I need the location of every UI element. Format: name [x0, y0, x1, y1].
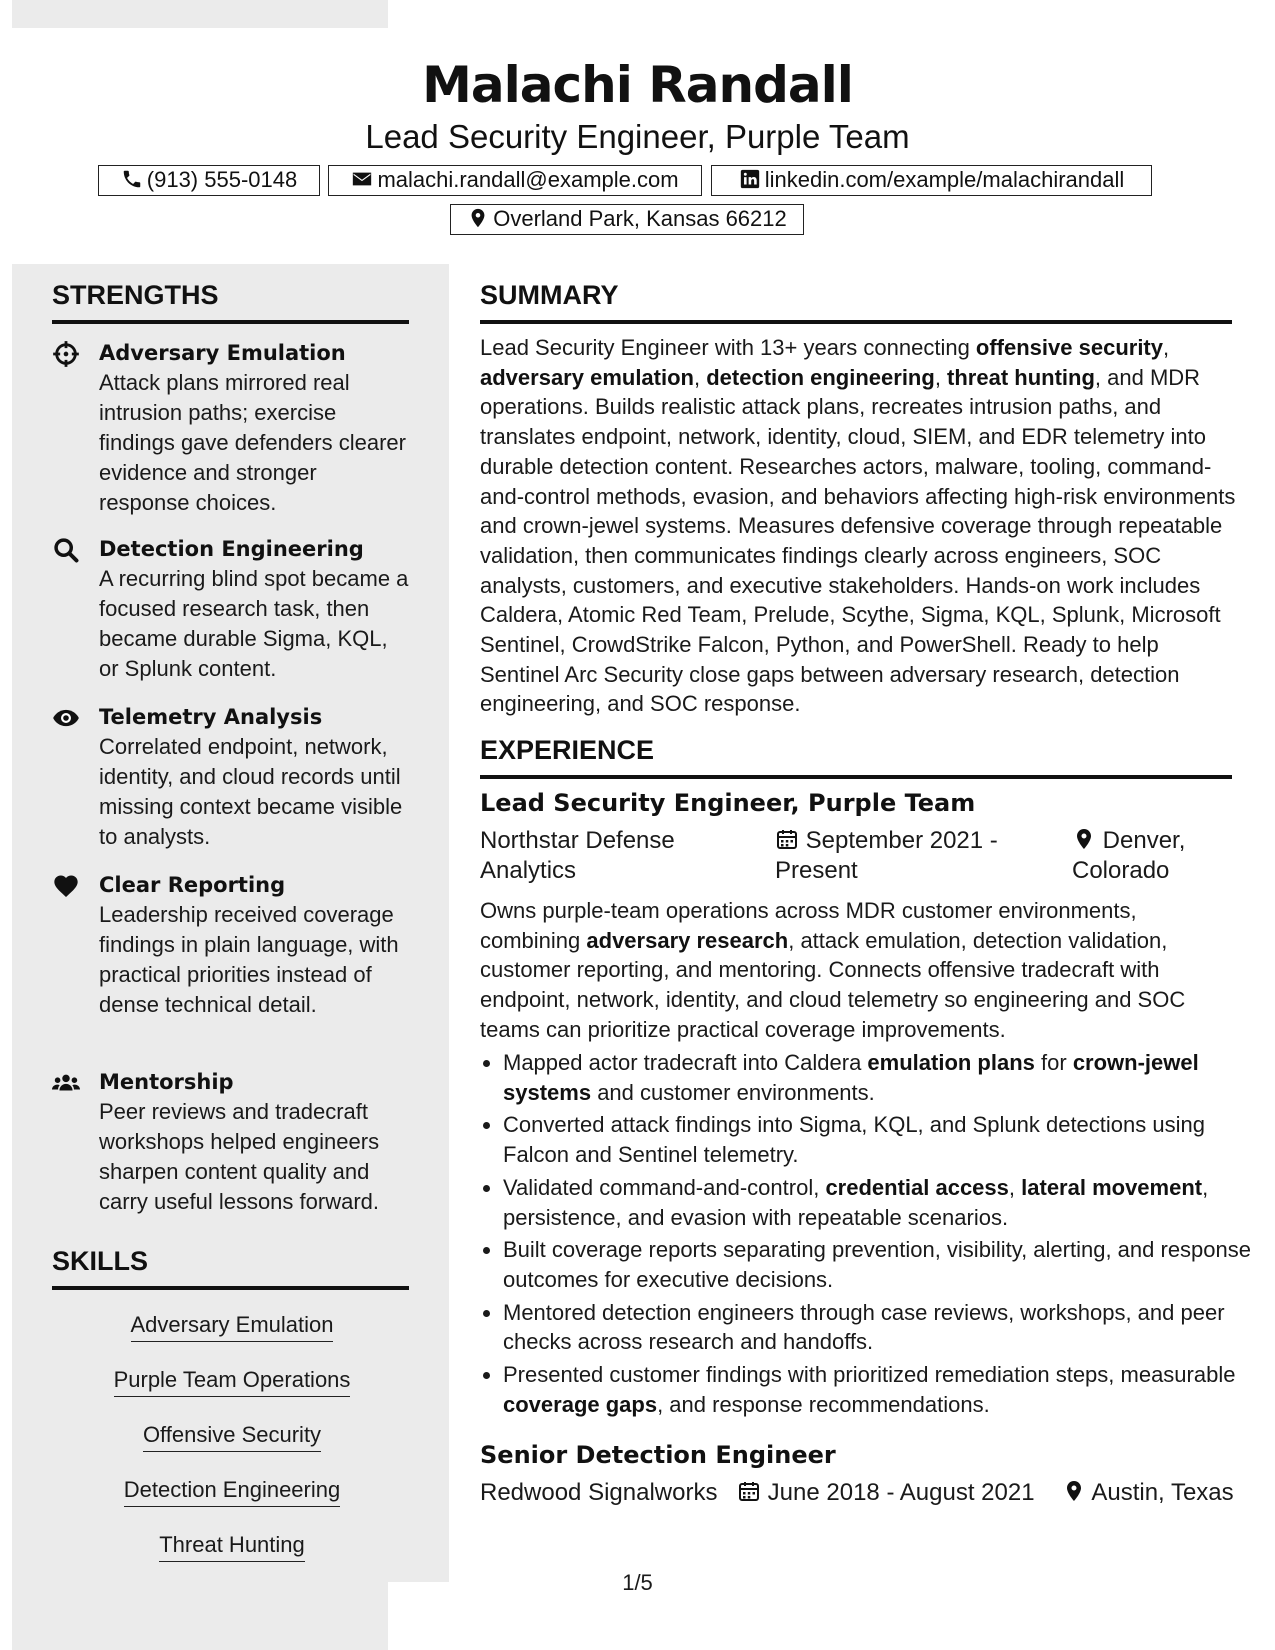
achievement-item: • Mentored detection engineers through case reviews, workshops, and peer checks across research and handoffs.	[503, 1298, 1263, 1357]
skill-item	[52, 1310, 412, 1340]
job-dates	[775, 826, 1035, 886]
achievement-item: • Presented customer findings with prioritized remediation steps, measurable coverage gaps, and response recommendations.	[503, 1360, 1263, 1419]
phone-icon	[121, 168, 143, 190]
strength-item	[52, 534, 412, 684]
job-location	[1072, 826, 1237, 886]
strength-description: Correlated endpoint, network, identity, and cloud records until missing context became visible to analysts.	[99, 734, 403, 849]
skill-item	[52, 1420, 412, 1450]
job-location-text: Denver, Colorado	[1072, 827, 1186, 884]
skill-label: Detection Engineering	[124, 1477, 340, 1507]
strength-title: Telemetry Analysis	[99, 705, 323, 729]
contact-location-text: Overland Park, Kansas 66212	[493, 206, 787, 231]
summary-heading: SUMMARY	[480, 280, 1232, 324]
linkedin-icon	[739, 168, 761, 190]
contact-location[interactable]	[450, 204, 804, 235]
achievement-item: • Mapped actor tradecraft into Caldera emulation plans for crown-jewel systems and customer environments.	[503, 1048, 1263, 1107]
contact-linkedin[interactable]	[711, 165, 1152, 196]
strength-title: Detection Engineering	[99, 537, 364, 561]
job-description: Owns purple-team operations across MDR customer environments, combining adversary research, attack emulation, detection validation, customer reporting, and mentoring. Connects offensive tradecraft with endpoint, network, identity, and cloud telemetry so engineering and SOC teams can prioritize practical coverage improvements.	[480, 898, 1186, 1042]
contact-linkedin-text: linkedin.com/example/malachirandall	[764, 167, 1125, 192]
job-title: Lead Security Engineer, Purple Team	[480, 789, 976, 817]
job-dates-text: September 2021 - Present	[775, 827, 998, 884]
skill-label: Threat Hunting	[159, 1532, 305, 1562]
strength-title: Clear Reporting	[99, 873, 286, 897]
candidate-headline: Lead Security Engineer, Purple Team	[365, 118, 910, 155]
job-location	[1062, 1478, 1237, 1508]
calendar-icon	[775, 827, 799, 851]
contact-phone[interactable]	[98, 165, 320, 196]
strength-item	[52, 702, 412, 852]
strength-title: Mentorship	[99, 1070, 234, 1094]
skill-label: Adversary Emulation	[131, 1312, 334, 1342]
contact-email-text: malachi.randall@example.com	[377, 167, 679, 192]
strength-description: Attack plans mirrored real intrusion paths; exercise findings gave defenders clearer evidence and stronger response choices.	[99, 370, 406, 515]
skill-item	[52, 1365, 412, 1395]
top-accent-strip	[12, 0, 388, 28]
skill-label: Offensive Security	[143, 1422, 321, 1452]
calendar-icon	[737, 1479, 761, 1503]
strength-item	[52, 338, 412, 518]
job-title: Senior Detection Engineer	[480, 1441, 836, 1469]
skill-item	[52, 1475, 412, 1505]
candidate-name: Malachi Randall	[422, 56, 853, 114]
strength-item	[52, 870, 412, 1020]
job-company: Redwood Signalworks	[480, 1479, 718, 1506]
heart-icon	[52, 872, 80, 900]
experience-heading: EXPERIENCE	[480, 735, 1232, 779]
strength-description: A recurring blind spot became a focused research task, then became durable Sigma, KQL, or Splunk content.	[99, 566, 409, 681]
users-icon	[52, 1069, 80, 1097]
skills-heading: SKILLS	[52, 1246, 409, 1290]
job-location-text: Austin, Texas	[1091, 1479, 1234, 1506]
skill-label: Purple Team Operations	[114, 1367, 351, 1397]
crosshair-icon	[52, 340, 80, 368]
strength-description: Leadership received coverage findings in plain language, with practical priorities instead of dense technical detail.	[99, 902, 399, 1017]
strength-title: Adversary Emulation	[99, 341, 346, 365]
job-company: Northstar Defense Analytics	[480, 827, 675, 884]
job-dates	[737, 1478, 1057, 1508]
eye-icon	[52, 704, 80, 732]
contact-phone-text: (913) 555-0148	[146, 167, 298, 192]
page-number: 1/5	[622, 1570, 653, 1595]
strengths-heading: STRENGTHS	[52, 280, 409, 324]
job-achievements	[480, 1048, 1263, 1422]
skill-item	[52, 1530, 412, 1560]
strength-description: Peer reviews and tradecraft workshops helped engineers sharpen content quality and carry useful lessons forward.	[99, 1099, 380, 1214]
achievement-item: • Validated command-and-control, credential access, lateral movement, persistence, and evasion with repeatable scenarios.	[503, 1173, 1263, 1232]
summary-text: Lead Security Engineer with 13+ years connecting offensive security, adversary emulation, detection engineering, threat hunting, and MDR operations. Builds realistic attack plans, recreates intrusion paths, and translates endpoint, network, identity, cloud, SIEM, and EDR telemetry into durable detection content. Researches actors, malware, tooling, command-and-control methods, evasion, and behaviors affecting high-risk environments and crown-jewel systems. Measures defensive coverage through repeatable validation, then communicates findings clearly across engineers, SOC analysts, customers, and executive stakeholders. Hands-on work includes Caldera, Atomic Red Team, Prelude, Scythe, Sigma, KQL, Splunk, Microsoft Sentinel, CrowdStrike Falcon, Python, and PowerShell. Ready to help Sentinel Arc Security close gaps between adversary research, detection engineering, and SOC response.	[480, 335, 1236, 717]
job-dates-text: June 2018 - August 2021	[767, 1479, 1035, 1506]
map-pin-icon	[1072, 827, 1096, 851]
contact-email[interactable]	[328, 165, 702, 196]
achievement-item: • Converted attack findings into Sigma, KQL, and Splunk detections using Falcon and Sentinel telemetry.	[503, 1110, 1263, 1169]
map-pin-icon	[467, 207, 489, 229]
search-icon	[52, 536, 80, 564]
achievement-item: • Built coverage reports separating prevention, visibility, alerting, and response outcomes for executive decisions.	[503, 1235, 1263, 1294]
envelope-icon	[351, 168, 373, 190]
strength-item	[52, 1067, 412, 1217]
map-pin-icon	[1062, 1479, 1086, 1503]
